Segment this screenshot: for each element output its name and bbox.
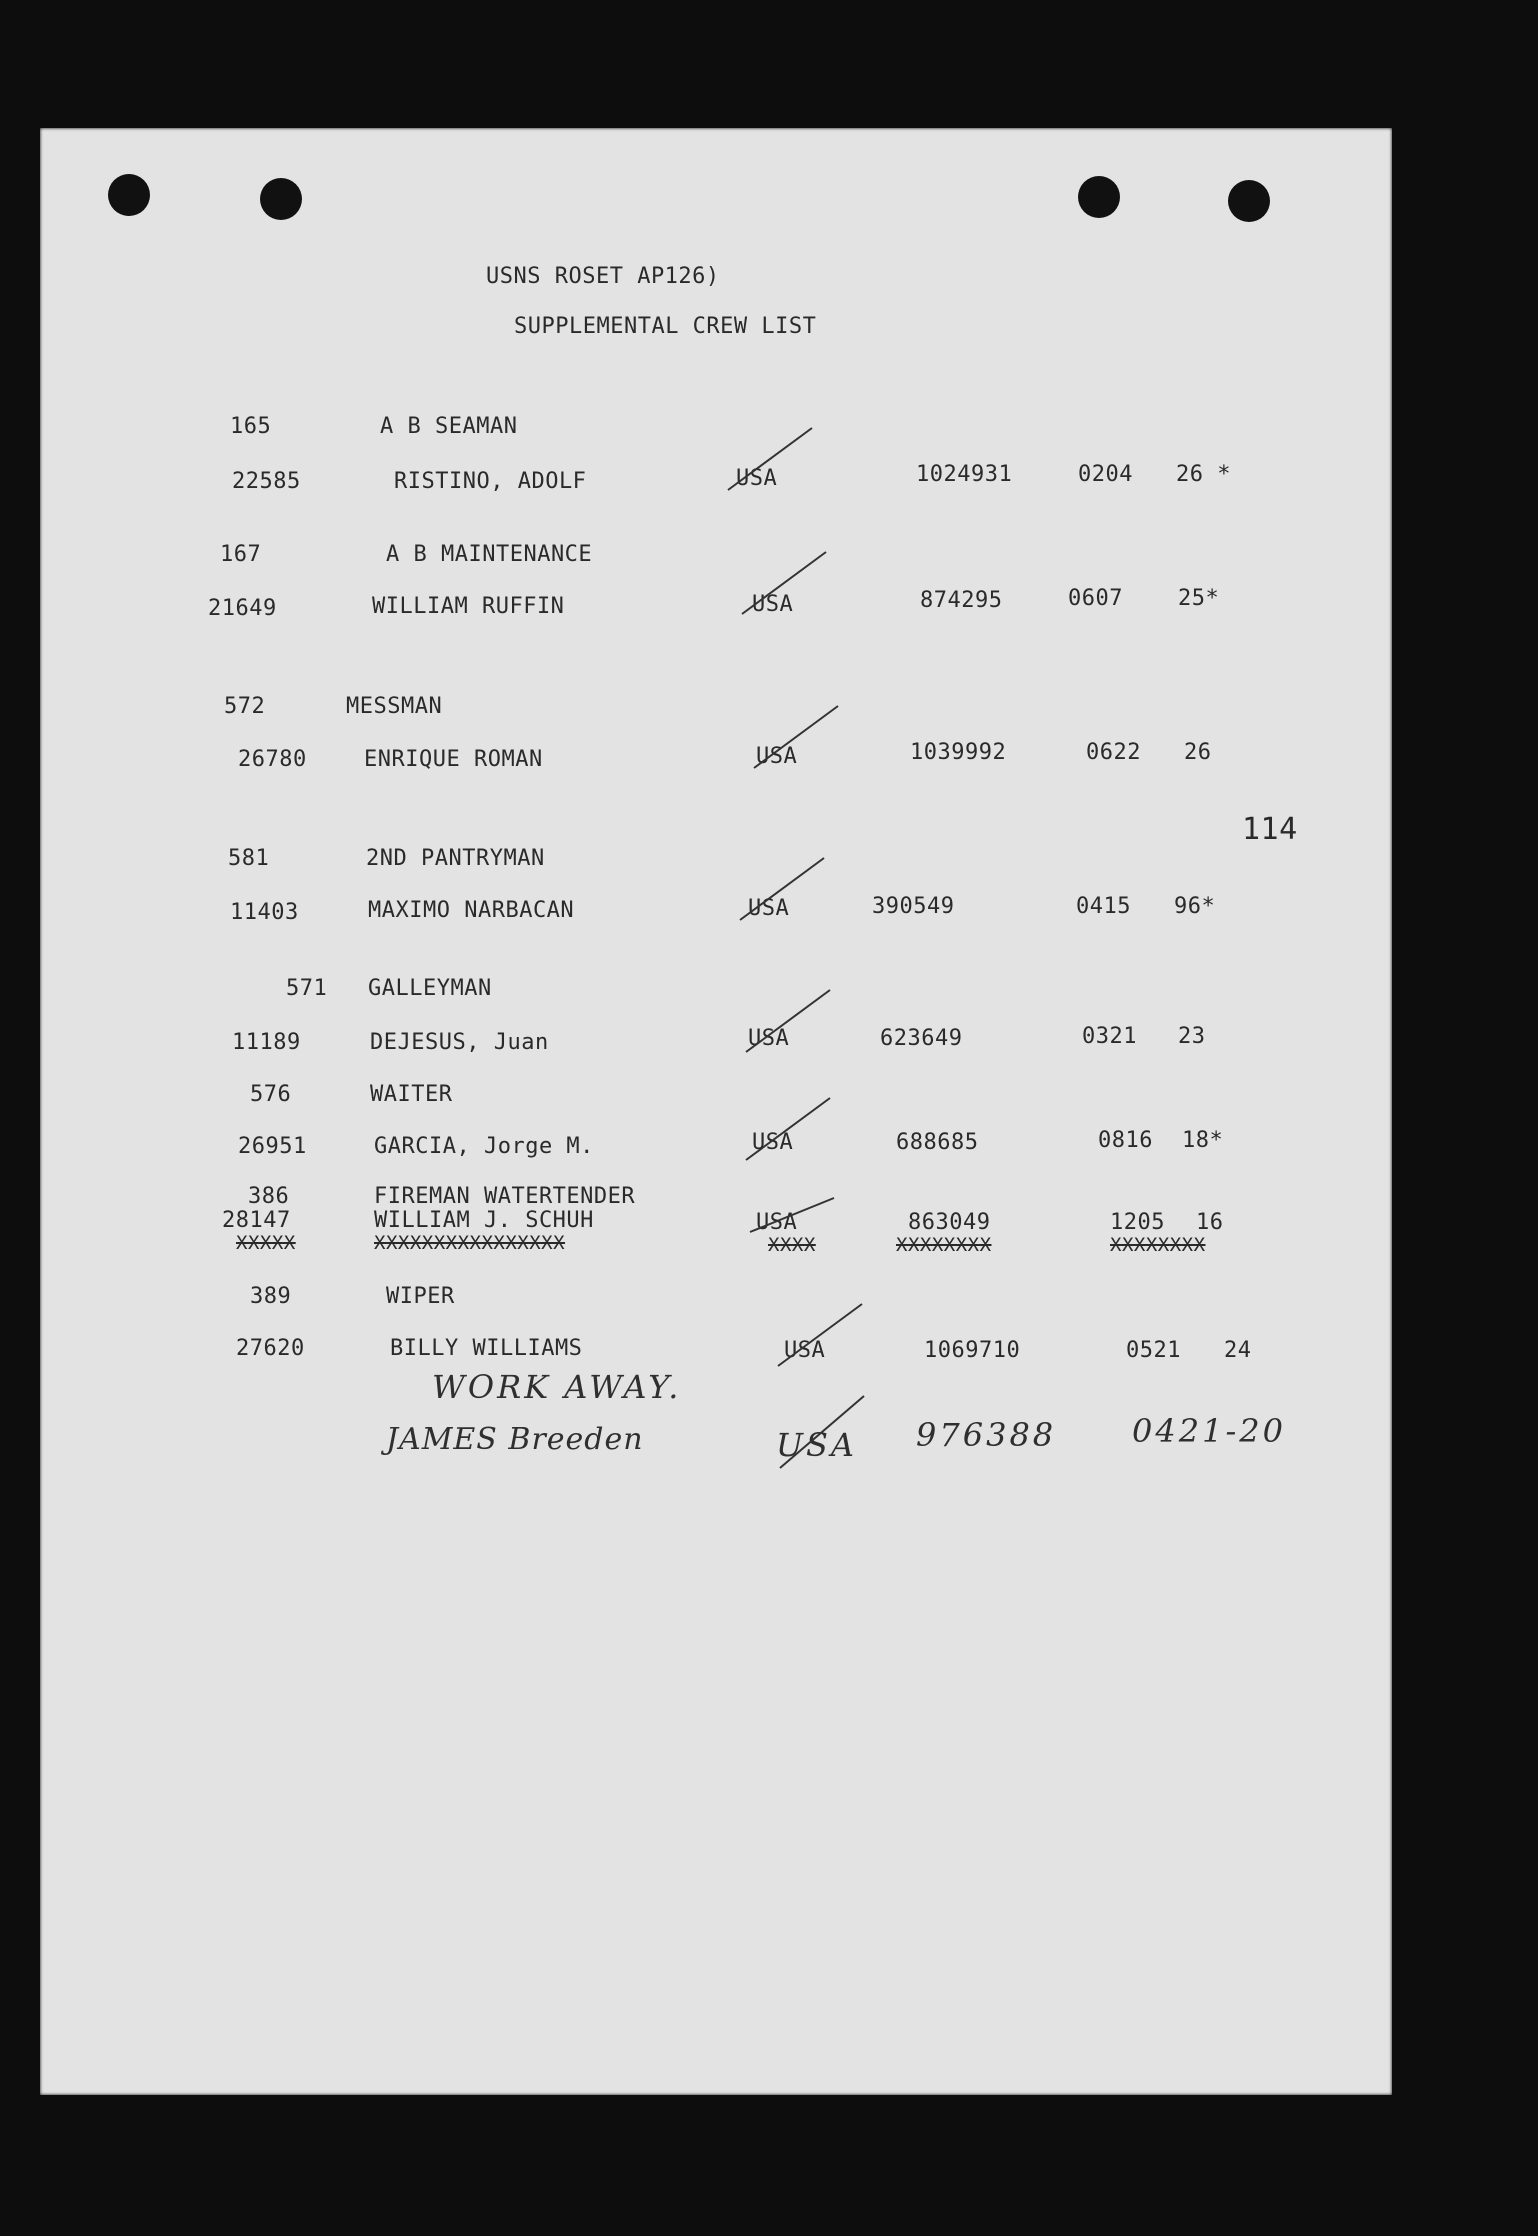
entry-name: DEJESUS, Juan bbox=[370, 1030, 549, 1055]
entry-code: 389 bbox=[250, 1284, 292, 1309]
handwritten-date-age: 0421-20 bbox=[1132, 1412, 1286, 1450]
document-page bbox=[40, 128, 1392, 2095]
entry-name: ENRIQUE ROMAN bbox=[364, 747, 543, 772]
entry-age: 24 bbox=[1224, 1338, 1252, 1363]
entry-code: 167 bbox=[220, 542, 262, 567]
entry-id: 22585 bbox=[232, 469, 301, 494]
check-mark-icon bbox=[748, 1196, 838, 1236]
entry-rating: WIPER bbox=[386, 1284, 455, 1309]
entry-id: 21649 bbox=[208, 596, 277, 621]
entry-age: 16 bbox=[1196, 1210, 1224, 1235]
struck-date-age: XXXXXXXX bbox=[1110, 1234, 1206, 1256]
entry-rating: FIREMAN WATERTENDER bbox=[374, 1184, 636, 1209]
entry-rating: A B MAINTENANCE bbox=[386, 542, 593, 567]
entry-rating: MESSMAN bbox=[346, 694, 443, 719]
entry-number: 874295 bbox=[920, 588, 1003, 613]
entry-id: 11403 bbox=[230, 900, 299, 925]
entry-nationality: USA bbox=[756, 744, 798, 769]
entry-date: 0204 bbox=[1078, 462, 1133, 487]
document-subtitle: SUPPLEMENTAL CREW LIST bbox=[514, 314, 817, 339]
struck-name: XXXXXXXXXXXXXXXX bbox=[374, 1232, 566, 1254]
document-title: USNS ROSET AP126) bbox=[486, 264, 720, 289]
entry-number: 863049 bbox=[908, 1210, 991, 1235]
punch-hole-left-1 bbox=[108, 174, 150, 216]
entry-age: 96* bbox=[1174, 894, 1216, 919]
entry-code: 572 bbox=[224, 694, 266, 719]
entry-number: 688685 bbox=[896, 1130, 979, 1155]
entry-nationality: USA bbox=[756, 1210, 798, 1235]
check-mark-icon bbox=[778, 1392, 868, 1472]
entry-code: 576 bbox=[250, 1082, 292, 1107]
entry-id: 28147 bbox=[222, 1208, 291, 1233]
entry-id: 11189 bbox=[232, 1030, 301, 1055]
entry-name: BILLY WILLIAMS bbox=[390, 1336, 583, 1361]
entry-date: 0622 bbox=[1086, 740, 1141, 765]
entry-code: 386 bbox=[248, 1184, 290, 1209]
entry-nationality: USA bbox=[748, 896, 790, 921]
entry-name: RISTINO, ADOLF bbox=[394, 469, 587, 494]
check-mark-icon bbox=[776, 1300, 866, 1370]
entry-name: GARCIA, Jorge M. bbox=[374, 1134, 594, 1159]
entry-age: 26 bbox=[1184, 740, 1212, 765]
entry-name: WILLIAM J. SCHUH bbox=[374, 1208, 594, 1233]
entry-code: 571 bbox=[286, 976, 328, 1001]
check-mark-icon bbox=[738, 854, 828, 924]
entry-id: 26780 bbox=[238, 747, 307, 772]
check-mark-icon bbox=[752, 702, 842, 772]
entry-rating: GALLEYMAN bbox=[368, 976, 492, 1001]
entry-date: 0816 bbox=[1098, 1128, 1153, 1153]
entry-date: 0321 bbox=[1082, 1024, 1137, 1049]
entry-age: 26 * bbox=[1176, 462, 1231, 487]
entry-rating: WAITER bbox=[370, 1082, 453, 1107]
punch-hole-right-2 bbox=[1228, 180, 1270, 222]
handwritten-number: 976388 bbox=[916, 1416, 1057, 1454]
entry-nationality: USA bbox=[784, 1338, 826, 1363]
entry-code: 581 bbox=[228, 846, 270, 871]
struck-id: XXXXX bbox=[236, 1232, 296, 1254]
entry-age: 23 bbox=[1178, 1024, 1206, 1049]
entry-id: 26951 bbox=[238, 1134, 307, 1159]
handwritten-name: JAMES Breeden bbox=[386, 1422, 644, 1457]
entry-nationality: USA bbox=[752, 592, 794, 617]
entry-rating: A B SEAMAN bbox=[380, 414, 518, 439]
entry-date: 1205 bbox=[1110, 1210, 1165, 1235]
check-mark-icon bbox=[740, 548, 830, 618]
entry-nationality: USA bbox=[748, 1026, 790, 1051]
entry-nationality: USA bbox=[736, 466, 778, 491]
entry-number: 1039992 bbox=[910, 740, 1007, 765]
entry-date: 0607 bbox=[1068, 586, 1123, 611]
entry-number: 1024931 bbox=[916, 462, 1013, 487]
entry-date: 0415 bbox=[1076, 894, 1131, 919]
entry-name: WILLIAM RUFFIN bbox=[372, 594, 565, 619]
page-number: 114 bbox=[1242, 812, 1298, 847]
entry-number: 623649 bbox=[880, 1026, 963, 1051]
struck-nationality: XXXX bbox=[768, 1234, 816, 1256]
entry-code: 165 bbox=[230, 414, 272, 439]
handwritten-nationality: USA bbox=[776, 1426, 857, 1464]
entry-date: 0521 bbox=[1126, 1338, 1181, 1363]
entry-age: 18* bbox=[1182, 1128, 1224, 1153]
punch-hole-right-1 bbox=[1078, 176, 1120, 218]
check-mark-icon bbox=[726, 424, 816, 494]
entry-name: MAXIMO NARBACAN bbox=[368, 898, 575, 923]
check-mark-icon bbox=[744, 986, 834, 1056]
entry-number: 1069710 bbox=[924, 1338, 1021, 1363]
entry-age: 25* bbox=[1178, 586, 1220, 611]
check-mark-icon bbox=[744, 1094, 834, 1164]
handwritten-heading: WORK AWAY. bbox=[432, 1368, 682, 1406]
struck-number: XXXXXXXX bbox=[896, 1234, 992, 1256]
entry-nationality: USA bbox=[752, 1130, 794, 1155]
entry-rating: 2ND PANTRYMAN bbox=[366, 846, 545, 871]
punch-hole-left-2 bbox=[260, 178, 302, 220]
entry-number: 390549 bbox=[872, 894, 955, 919]
entry-id: 27620 bbox=[236, 1336, 305, 1361]
